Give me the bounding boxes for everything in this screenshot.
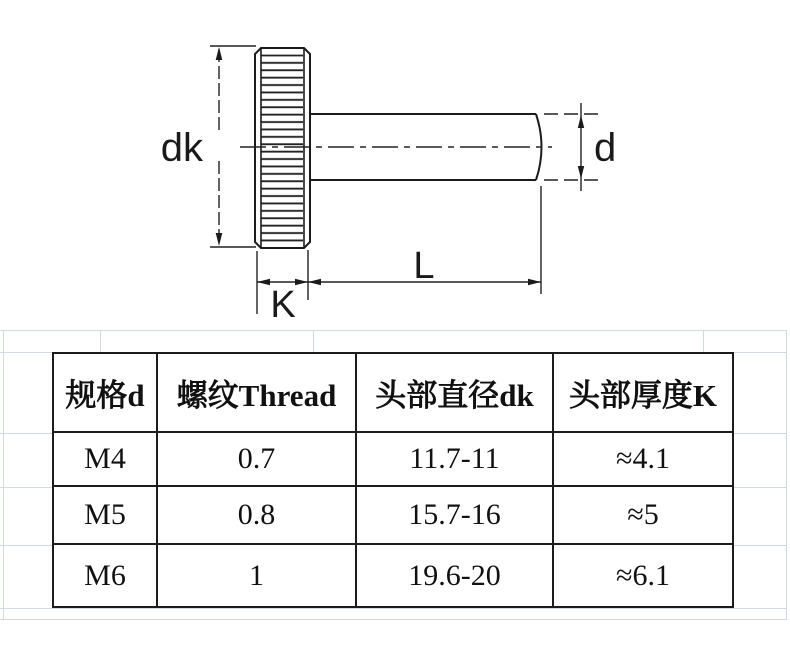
grid-line [703,330,704,353]
table-row [53,486,733,544]
dk-arrow-down [216,233,223,246]
l-arrow-right [528,279,541,285]
cell-head-diameter: 11.7-11 [356,432,553,486]
knurl-texture [262,55,304,243]
k-label: K [270,284,296,326]
table-row [53,432,733,486]
screw-head [255,48,310,248]
grid-line [0,619,786,620]
cell-thread: 1 [157,544,356,607]
d-arrow-up [578,115,584,128]
d-arrow-down [578,166,584,179]
table-row [53,544,733,607]
cell-thread: 0.8 [157,486,356,544]
spec-table [52,352,734,608]
grid-line [313,330,314,353]
cell-head-thickness: ≈6.1 [553,544,733,607]
spec-table-header-row [53,353,733,432]
l-arrow-left [308,279,321,285]
cell-thread: 0.7 [157,432,356,486]
cell-head-thickness: ≈4.1 [553,432,733,486]
dk-label: dk [160,126,203,170]
grid-line [0,330,786,331]
dimension-d [544,103,616,191]
grid-line [0,608,786,609]
cell-spec: M4 [53,432,157,486]
col-header-spec: 规格d [53,353,157,432]
k-arrow-right [295,279,308,285]
col-header-head-diameter: 头部直径dk [356,353,553,432]
grid-line [786,330,787,620]
l-label: L [413,245,435,287]
cell-head-thickness: ≈5 [553,486,733,544]
grid-line [100,330,101,353]
cell-spec: M6 [53,544,157,607]
grid-line [3,330,4,620]
cell-head-diameter: 15.7-16 [356,486,553,544]
d-label: d [594,126,617,170]
cell-head-diameter: 19.6-20 [356,544,553,607]
col-header-head-thickness: 头部厚度K [553,353,733,432]
dk-arrow-up [216,47,223,60]
cell-spec: M5 [53,486,157,544]
col-header-thread: 螺纹Thread [157,353,356,432]
k-arrow-left [257,279,270,285]
